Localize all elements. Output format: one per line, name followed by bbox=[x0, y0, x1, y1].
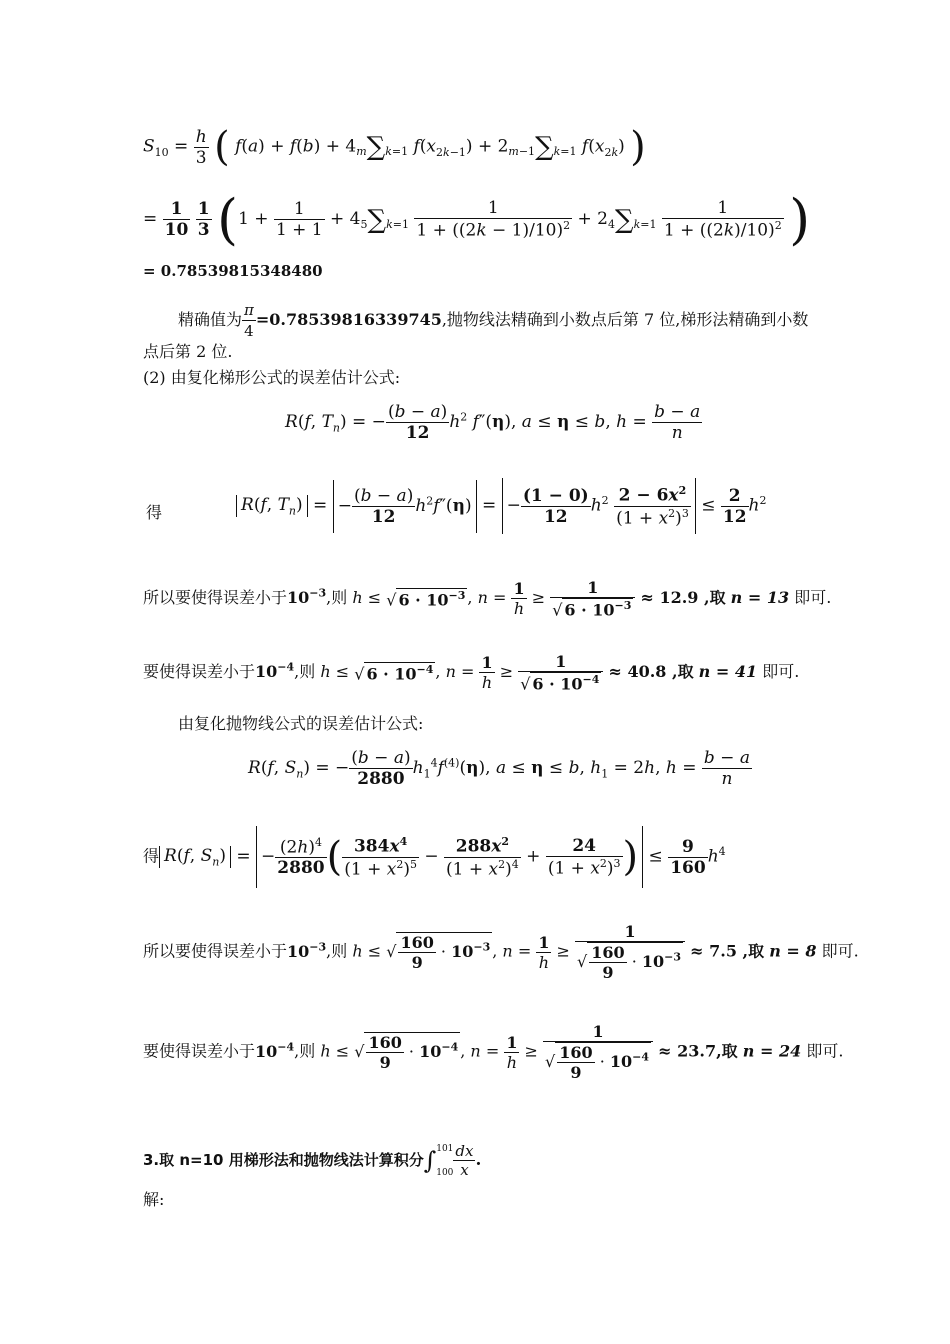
part2-intro: (2) 由复化梯形公式的误差估计公式: bbox=[143, 368, 401, 387]
simpson-formula-line1: $S_{10}$ = $\frac{h}{3}$ ( f(a) + f(b) + 4m∑k=1 $f(x_{2k-1}) + 2m-1\sum k=1$ $f(x_{2k})$ ) bbox=[143, 124, 646, 170]
simpson-1e-4: 要使得误差小于$10^{-4}$,则 h ≤ √ $\frac{160}{9}$ · $10^{-4}$ , n = $\frac{1}{h}$ ≥ 1 √ $\frac{160}{9}$ · $10^{-4}$ ≈ 23.7,取 n = 24 即可. bbox=[143, 1022, 844, 1082]
simpson-result: = 0.78539815348480 bbox=[143, 262, 323, 280]
simpson-bound: 得 R(f, $S_n$) = − $\frac{(2h)^4}{2880}$ ( $\frac{384x^4}{(1 + x^2)^5}$ − $\frac{288x^2}{(1 + x^2)^4}$ + $\frac{24}{(1 + x^2)^3}$ ) ≤ $\frac{9}{160}$ $h^4$ bbox=[143, 826, 726, 888]
exact-prefix: 精确值为 bbox=[178, 310, 243, 329]
exact-suffix: ,抛物线法精确到小数点后第 7 位,梯形法精确到小数 bbox=[441, 310, 809, 329]
simpson-formula-line2: = $\frac{1}{10}$ $\frac{1}{3}$ (1 + $\frac{1}{1 + 1}$ + 45∑k=1 $\frac{1}{1 + ((2k - 1)/10)^2}$ + 24∑k=1 $\frac{1}{1 + ((2k)/10)^2}$ ) bbox=[143, 188, 811, 251]
exact-value: =0.78539816339745 bbox=[255, 310, 442, 329]
trapezoid-error-formula: R(f, $T_n$) = − $\frac{(b - a)}{12}$ $h^2$ f″(η), a ≤ η ≤ b, h = $\frac{b - a}{n}$ bbox=[285, 402, 701, 443]
de-label-1: 得 bbox=[146, 503, 163, 522]
question-3-heading: 3.取 n=10 用梯形法和抛物线法计算积分∫101 100 $\frac{dx}{x}$ . bbox=[143, 1142, 482, 1179]
trapezoid-1e-4: 要使得误差小于$10^{-4}$,则 h ≤ √ $6 \cdot 10^{-4}$ , n = $\frac{1}{h}$ ≥ $\frac{1}{√ 6 \cdot 10^{-4}}$ ≈ 40.8 ,取 n = 41 即可. bbox=[143, 652, 800, 694]
trapezoid-bound: R(f, $T_n$) = − $\frac{(b - a)}{12}$ $h^2f''(\eta)$ = − $\frac{(1 - 0)}{12}$ $h^2$ $\frac{2 - 6x^2}{(1 + x^2)^3}$ ≤ $\frac{2}{12}$ $h^2$ bbox=[236, 478, 767, 534]
exact-value-paragraph: 精确值为 $\frac{\pi}{4}$ =0.78539816339745,抛物线法精确到小数点后第 7 位,梯形法精确到小数 bbox=[178, 301, 809, 340]
simpson-1e-3: 所以要使得误差小于$10^{-3}$,则 h ≤ √ $\frac{160}{9}$ · $10^{-3}$ , n = $\frac{1}{h}$ ≥ 1 √ $\frac{160}{9}$ · $10^{-3}$ ≈ 7.5 ,取 n = 8 即可. bbox=[143, 922, 859, 982]
simpson-intro: 由复化抛物线公式的误差估计公式: bbox=[178, 714, 424, 733]
trapezoid-1e-3: 所以要使得误差小于$10^{-3}$,则 h ≤ √ $6 \cdot 10^{-3}$ , n = $\frac{1}{h}$ ≥ $\frac{1}{√ 6 \cdot 10^{-3}}$ ≈ 12.9 ,取 n = 13 即可. bbox=[143, 578, 832, 620]
answer-label: 解: bbox=[143, 1190, 165, 1209]
exact-value-continuation: 点后第 2 位. bbox=[143, 342, 233, 361]
simpson-error-formula: R(f, $S_n$) = − $\frac{(b - a)}{2880}$ $h_1^4f^{(4)}(\eta)$, a ≤ η ≤ b, $h_1 = 2h$, h = $\frac{b - a}{n}$ bbox=[248, 748, 750, 789]
